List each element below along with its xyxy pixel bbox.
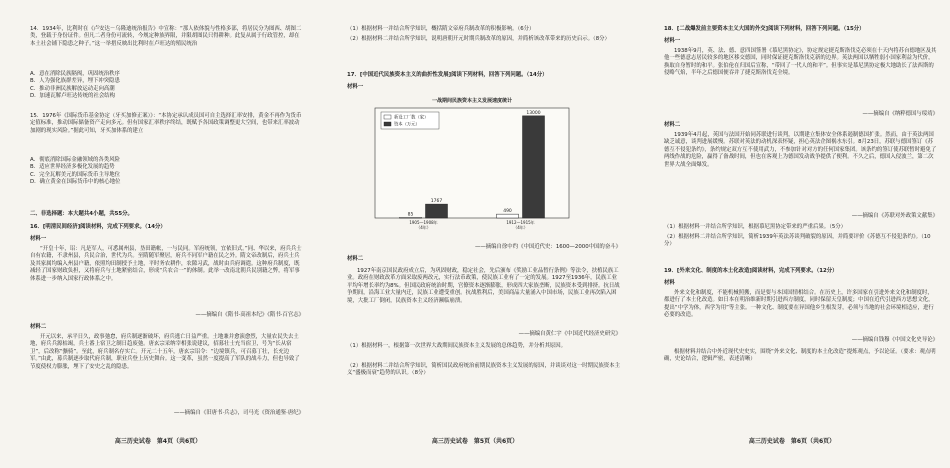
- q19-task: 根据材料并结合中外近现代史史实，围绕“外来文化、制度的本土化改造”提炼观点，予以论证。（要求：观点明确，史论结合，逻辑严密，表述清晰）: [664, 349, 936, 363]
- q19-title: 19．[外来文化、制度的本土化改造]阅读材料，完成下列要求。（12分）: [664, 268, 838, 274]
- q15-option-c: C．完全瓦解美元的国际货币主导地位: [30, 171, 121, 178]
- q17-material-1-source: ——摘编自徐中约《中国近代史：1600—2000中国的奋斗》: [474, 244, 621, 250]
- q14-stem: 14．1934年，比利时在《卢安达－乌隆迪统治报告》中宣称：“那人依体貌与性格多部，将居民分为图西、胡图二类，登载于身份证件。但凡二者身份可流转，今规定种族界限，并限胡图民只得耕种。此复从属于行政管控，却在本土社会铺下隐患之种子。”这一举措反映出比利时在卢旺达的殖民统治: [30, 26, 302, 47]
- q18-material-1-source: ——摘编自《纳粹德国与绥靖》: [862, 111, 938, 117]
- q18-material-1-label: 材料一: [664, 38, 681, 44]
- bar-2-1: [497, 214, 519, 218]
- q18-subquestion-2: （2）根据材料二并结合所学知识，简析1939年英法苏谈判破裂的原因，并简要评价《苏德互不侵犯条约》。（10分）: [664, 234, 931, 248]
- q19-material: 外来文化和制度，不能机械照搬，而是要与本国国情相结合。在历史上，许多国家在引进外来文化和制度时，都进行了本土化改造。如日本在明治维新时期引进西方制度，同时保留天皇制度；中国在近代引进西方思想文化，提出“中学为体，西学为用”等主张。一种文化、制度要在异国他乡生根发芽，必须与当地的社会环境相适应，进行必要的改造。: [664, 290, 934, 319]
- q16-material-1-source: ——摘编自《隋书·高祖本纪》《隋书·百官志》: [195, 312, 304, 318]
- factory-capital-bar-chart: [367, 94, 577, 234]
- q18-material-2: 1939年4月起，英国与法国开始同苏联进行谈判，以期建立集体安全体系遏制德国扩张。然而，由于英法两国缺乏诚意，谈判进展缓慢。苏联对英法的动机深表怀疑，担心英法企图祸水东引。8月23日，苏联与德国签订《苏德互不侵犯条约》，条约规定双方互不使用武力，不参加针对对方的任何国家集团。该条约的签订使苏联暂时避免了两线作战的危险，赢得了备战时间，但也在客观上为德国发动战争提供了便利。不久之后，德国入侵波兰，第二次世界大战全面爆发。: [664, 132, 937, 168]
- q14-option-d: D．加速瓦解卢旺达传统的社会结构: [30, 93, 116, 100]
- q17-title: 17．[中国近代民族资本主义的曲折性发展]阅读下列材料，回答下列问题。（14分）: [347, 72, 548, 78]
- q15-option-d: D．确立黄金在国际货币中的核心地位: [30, 179, 121, 186]
- bar-data-label: 85: [407, 212, 414, 218]
- bar-data-label: 490: [503, 209, 512, 215]
- q17-material-2-label: 材料二: [347, 256, 364, 262]
- bar-2-2: [523, 116, 545, 218]
- page-6: [642, 0, 942, 468]
- q18-title: 18．[二战爆发前主要资本主义大国的外交]阅读下列材料，回答下列问题。（15分）: [664, 26, 865, 32]
- category-label: 1912—1915年: [506, 220, 535, 225]
- q16-material-2-source: ——摘编自《旧唐书·兵志》，司马光《资治通鉴·唐纪》: [173, 410, 304, 416]
- page-4: [8, 0, 308, 468]
- legend-label: 资本（万元）: [394, 122, 420, 128]
- q14-option-a: A．意在消除民族隔阂，巩固统治秩序: [30, 71, 120, 77]
- bar-1-2: [426, 204, 448, 218]
- q15-stem: 15．1976年《国际货币基金协定（牙买加修正案）》：“本协定承认成员国可自主选择汇率安排，黄金不再作为货币定值标准，推动国际储备资产走向多元。但有国家汇率秩序终结，既赋予各国政策调整更大空间，也带来汇率波动加剧的现实风险。”据此可知，牙买加体系的建立: [30, 113, 302, 134]
- q17-material-2-source: ——摘编自黄仁宇《中国近代经济史研究》: [518, 331, 621, 337]
- category-label: （4年）: [513, 225, 528, 230]
- q17-subquestion-2: （2）根据材料二并结合所学知识，简析国民政府统治前期民族资本主义发展的原因，并谈谈对这一时期民族资本主义“盛极而衰”趋势的认识。（8分）: [347, 363, 620, 377]
- chart-legend: [381, 112, 439, 129]
- chart-title: 一战期间民族资本主义发展速度统计: [431, 98, 513, 104]
- bar-data-label: 13000: [526, 110, 541, 116]
- q16-subquestion-1: （1）根据材料一并结合所学知识，概括隋文帝府兵制改革的积极影响。（6分）: [347, 26, 535, 32]
- category-label: 1905—1908年: [409, 220, 438, 225]
- q16-material-2: 开元以来，承平日久，政事弛怠，府兵制逐渐破坏，府兵逃亡日益严重。土地兼并愈演愈烈，大量农民失去土地，府兵兵源枯竭，兵士番上宿卫之制日趋废弛。唐玄宗采纳宰相张说建议，招募壮士充当宿卫，号为“长从宿卫”，后改称“彍骑”。至此，府兵制名存实亡。开元二十五年，唐玄宗诏令：“边境镇兵，可召募丁壮，长充边军。”由此，募兵制逐步取代府兵制，职业兵登上历史舞台。这一变革，虽然一度提高了军队的战斗力，但也导致了节度使权力膨胀，埋下了安史之乱的隐患。: [30, 334, 300, 370]
- q14-option-b: B．人为强化族群差异，埋下冲突隐患: [30, 78, 120, 85]
- legend-swatch: [384, 122, 391, 126]
- section-title: 二、非选择题：本大题共4小题，共55分。: [30, 211, 133, 217]
- page-5-footer: 高三历史试卷 第5页（共6页）: [431, 438, 519, 445]
- q18-material-1: 1938年9月，英、法、德、意四国签署《慕尼黑协定》，协定规定捷克斯洛伐克必须在十天内将苏台德地区及其他一些德意志居民较多的地区移交德国，同时保证捷克斯洛伐克新的边界。英法两国以牺牲弱小国家利益为代价，换取自身暂时的和平。张伯伦在归国后宣称，“带回了一代人的和平”。但事实是慕尼黑协定极大地助长了法西斯的侵略气焰，半年之后德国便吞并了捷克斯洛伐克全境。: [664, 48, 937, 77]
- q15-option-b: B．适应世界经济多极化发展的趋势: [30, 164, 115, 171]
- q16-title: 16．[明清民间经济]阅读材料，完成下列要求。（14分）: [30, 224, 166, 230]
- q16-subquestion-2: （2）根据材料二并结合所学知识，说明唐朝开元时期兵制改革的原因，并简析该改革带来的历史启示。（8分）: [347, 36, 610, 42]
- q18-material-2-source: ——摘编自《苏联对外政策文献集》: [851, 213, 938, 219]
- q19-material-source: ——摘编自钱穆《中国文化史导论》: [851, 337, 938, 343]
- category-label: （4年）: [416, 225, 431, 230]
- q14-option-c: C．推动非洲民族解放运动走向高潮: [30, 85, 115, 92]
- q17-subquestion-1: （1）根据材料一，根据第一次世界大战期间民族资本主义发展的总体趋势，并分析其原因。: [347, 343, 567, 349]
- page-4-footer: 高三历史试卷 第4页（共6页）: [114, 438, 202, 445]
- q16-material-1-label: 材料一: [30, 236, 47, 242]
- legend-label: 新设工厂数（家）: [394, 115, 429, 121]
- q17-material-2: 1927年南京国民政府成立后，为巩固财政，稳定社会，先后颁布《奖励工业品暂行条例》等法令，扶植民族工业。政府在财政改革方面采取废两改元，实行法币政策，使民族工业有了一定的发展。1927至1936年，民族工业平均年增长率约为8%。但国民政府统治时期，官僚资本逐渐膨胀，形成四大家族垄断，民族资本受到排挤。抗日战争期间，沿海工业大量内迁，民族工业遭受重创。抗战胜利后，美国商品大量涌入中国市场，民族工业再次陷入困境，大批工厂倒闭，民族资本主义经济濒临崩溃。: [347, 268, 620, 304]
- q18-subquestion-1: （1）根据材料一并结合所学知识，根据慕尼黑协定带来的严重后果。（5分）: [664, 224, 847, 230]
- q19-material-label: 材料: [664, 280, 675, 286]
- legend-swatch: [384, 115, 391, 119]
- q16-material-2-label: 材料二: [30, 324, 47, 330]
- page-5: [325, 0, 625, 468]
- q15-option-a: A．彻底消除国际金融领域的各类风险: [30, 157, 120, 163]
- q17-material-1-label: 材料一: [347, 84, 364, 90]
- bar-1-1: [400, 217, 422, 218]
- q18-material-2-label: 材料二: [664, 122, 681, 128]
- page-6-footer: 高三历史试卷 第6页（共6页）: [748, 438, 836, 445]
- bar-data-label: 1767: [430, 199, 443, 205]
- q16-material-1: “开皇十年，诏：凡是军人，可悉属州县，垦田籍帐，一与民同。军府统领，宜依旧式。”同、华以来，府兵兵士自有农籍，不隶州县，兵民合治，世代为兵。至隋随军聚居，府兵不同军户籍在民之外。隋文帝改制后，府兵士兵及其家属均编入州县户籍，依照均田制授予土地，平时务农耕作，农隙习武，战时由兵府调遣。这种府兵制度，既减轻了国家财政负担，又将府兵与土地紧密结合，形成“兵农合一”的体制。此举一改南北朝兵民别籍之弊，将军事体系进一步纳入国家行政体系之中。: [30, 246, 302, 282]
